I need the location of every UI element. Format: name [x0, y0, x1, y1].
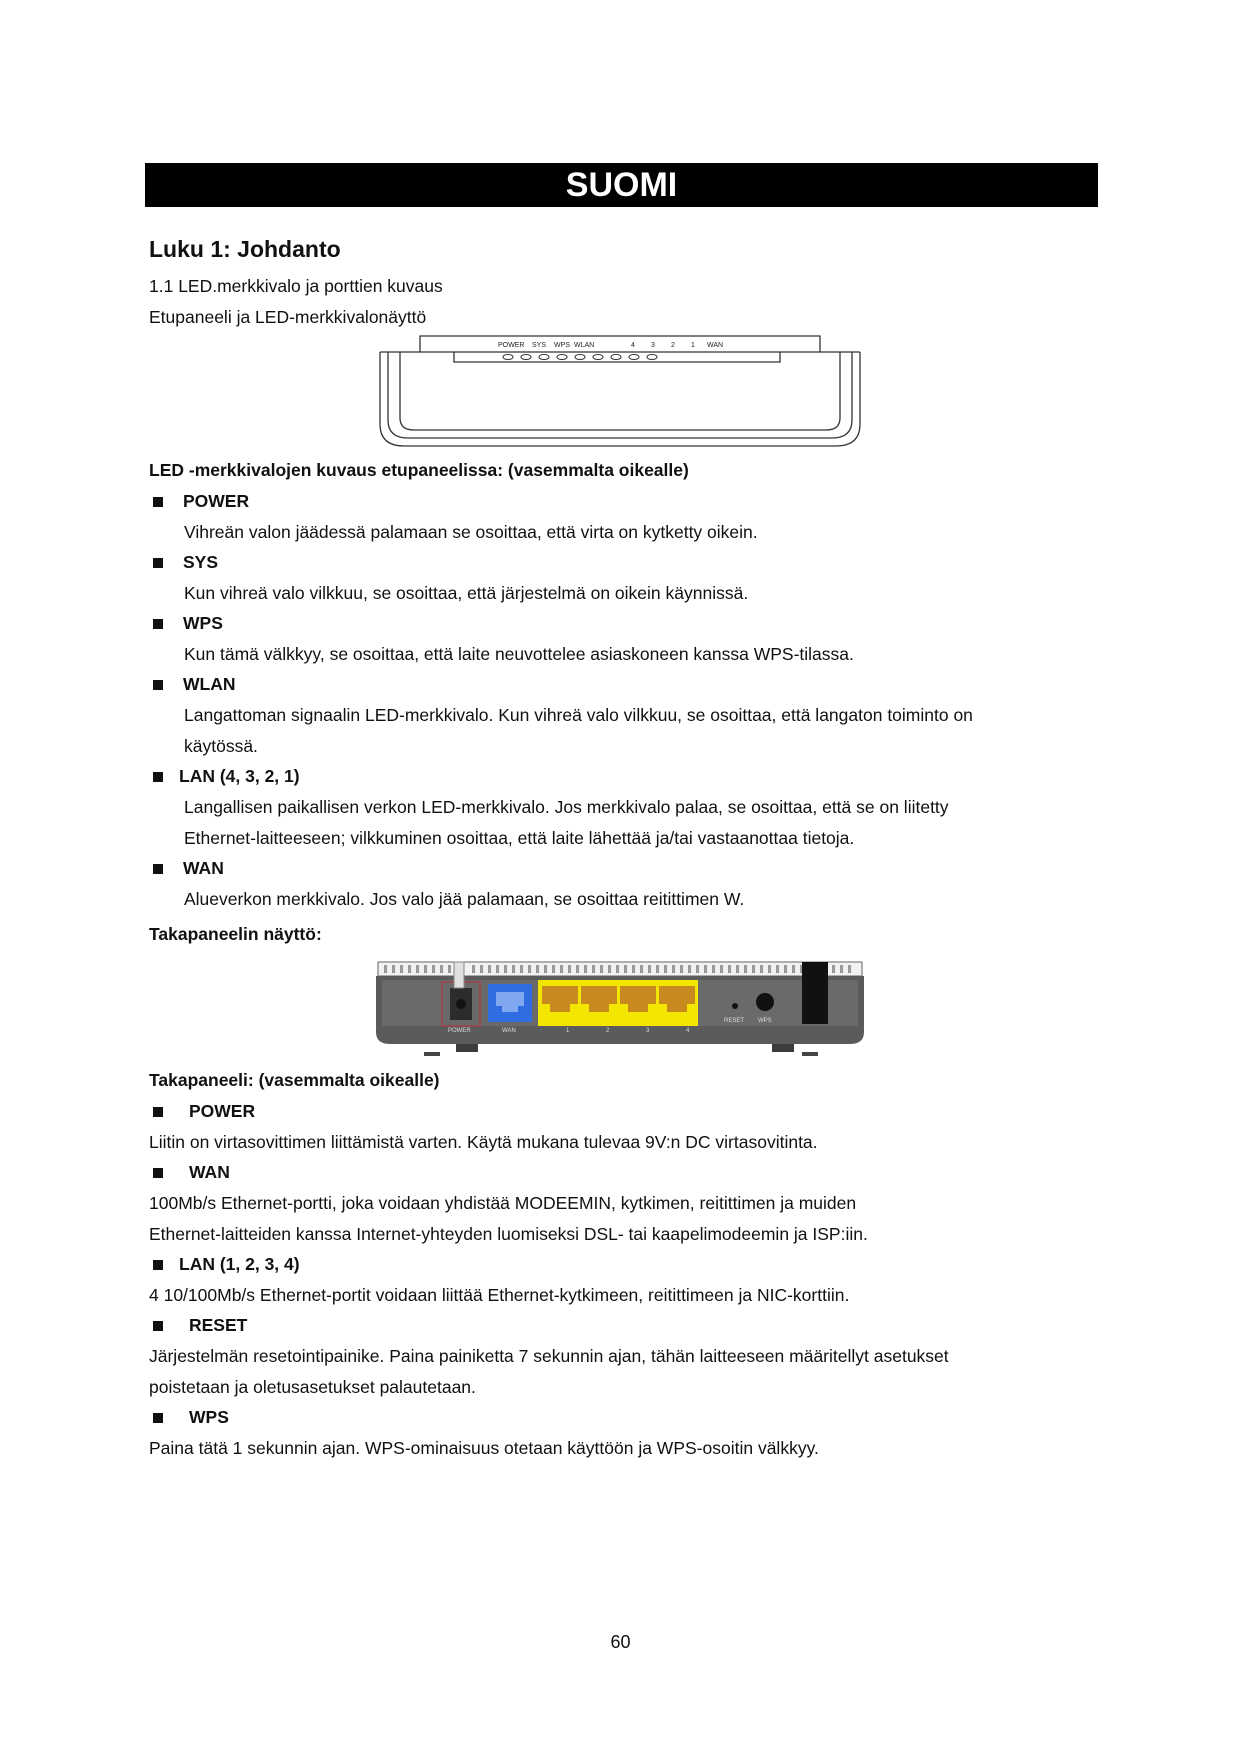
bullet-icon	[153, 1413, 163, 1423]
vent-slot	[624, 965, 627, 973]
chapter-title: Luku 1: Johdanto	[149, 236, 341, 262]
vent-slot	[776, 965, 779, 973]
vent-slot	[792, 965, 795, 973]
rear-label-1: 1	[566, 1028, 570, 1034]
front-led-8	[647, 355, 657, 360]
vent-slot	[728, 965, 731, 973]
language-banner: SUOMI	[145, 163, 1098, 207]
front-led-0	[503, 355, 513, 360]
front-label-sys: SYS	[532, 342, 547, 349]
rear-desc-wan-2: Ethernet-laitteiden kanssa Internet-yhteyden luomiseksi DSL- tai kaapelimodeemin ja ISP:iin.	[149, 1224, 868, 1244]
vent-slot	[712, 965, 715, 973]
led-desc-lan-1: Langallisen paikallisen verkon LED-merkkivalo. Jos merkkivalo palaa, se osoittaa, että se on liitetty	[184, 797, 949, 817]
vent-slot	[536, 965, 539, 973]
led-item-wan: WAN	[153, 858, 224, 879]
front-panel-figure	[374, 334, 866, 450]
rear-item-power: POWER	[153, 1101, 255, 1122]
rear-heading: Takapaneelin näyttö:	[149, 924, 322, 944]
rear-label-4: 4	[686, 1028, 690, 1034]
vent-slot	[736, 965, 739, 973]
vent-slot	[448, 965, 451, 973]
front-label-2: 2	[671, 342, 675, 349]
rear-item-lan: LAN (1, 2, 3, 4)	[153, 1254, 300, 1275]
led-item-power: POWER	[153, 491, 249, 512]
vent-slot	[640, 965, 643, 973]
section-title: 1.1 LED.merkkivalo ja porttien kuvaus	[149, 276, 443, 296]
vent-slot	[744, 965, 747, 973]
vent-slot	[720, 965, 723, 973]
vent-slot	[504, 965, 507, 973]
led-desc-wlan-1: Langattoman signaalin LED-merkkivalo. Kun vihreä valo vilkkuu, se osoittaa, että langaton toiminto on	[184, 705, 973, 725]
vent-slot	[400, 965, 403, 973]
rear-desc-power: Liitin on virtasovittimen liittämistä varten. Käytä mukana tulevaa 9V:n DC virtasovitinta.	[149, 1132, 818, 1152]
vent-slot	[416, 965, 419, 973]
vent-slot	[840, 965, 843, 973]
vent-slot	[584, 965, 587, 973]
rear-label-reset: RESET	[724, 1018, 745, 1024]
front-led-3	[557, 355, 567, 360]
rear-desc-reset-2: poistetaan ja oletusasetukset palautetaan.	[149, 1377, 476, 1397]
vent-slot	[768, 965, 771, 973]
rear-desc-reset-1: Järjestelmän resetointipainike. Paina painiketta 7 sekunnin ajan, tähän laitteeseen määritellyt asetukset	[149, 1346, 949, 1366]
vent-slot	[560, 965, 563, 973]
vent-slot	[848, 965, 851, 973]
vent-slot	[672, 965, 675, 973]
vent-slot	[384, 965, 387, 973]
vent-slot	[608, 965, 611, 973]
bullet-icon	[153, 1321, 163, 1331]
rear-item-wps: WPS	[153, 1407, 229, 1428]
rear-item-wan: WAN	[153, 1162, 230, 1183]
front-led-4	[575, 355, 585, 360]
front-label-3: 3	[651, 342, 655, 349]
bullet-icon	[153, 864, 163, 874]
vent-slot	[616, 965, 619, 973]
rear-item-reset: RESET	[153, 1315, 247, 1336]
led-item-sys: SYS	[153, 552, 218, 573]
front-led-6	[611, 355, 621, 360]
bullet-icon	[153, 1168, 163, 1178]
front-led-5	[593, 355, 603, 360]
bullet-icon	[153, 1107, 163, 1117]
bullet-icon	[153, 558, 163, 568]
front-led-2	[539, 355, 549, 360]
vent-slot	[440, 965, 443, 973]
vent-slot	[760, 965, 763, 973]
front-label-power: POWER	[498, 342, 525, 349]
front-panel-caption: Etupaneeli ja LED-merkkivalonäyttö	[149, 307, 427, 327]
front-label-wan: WAN	[707, 342, 724, 349]
vent-slot	[520, 965, 523, 973]
front-led-7	[629, 355, 639, 360]
rear-list-heading: Takapaneeli: (vasemmalta oikealle)	[149, 1070, 440, 1090]
vent-slot	[528, 965, 531, 973]
led-item-lan: LAN (4, 3, 2, 1)	[153, 766, 300, 787]
led-desc-power: Vihreän valon jäädessä palamaan se osoittaa, että virta on kytketty oikein.	[184, 522, 758, 542]
front-label-wps: WPS	[554, 342, 570, 349]
vent-slot	[600, 965, 603, 973]
led-desc-wan: Alueverkon merkkivalo. Jos valo jää palamaan, se osoittaa reitittimen W.	[184, 889, 745, 909]
rear-desc-lan: 4 10/100Mb/s Ethernet-portit voidaan liittää Ethernet-kytkimeen, reitittimeen ja NIC-korttiin.	[149, 1285, 850, 1305]
rear-label-power: POWER	[448, 1028, 471, 1034]
vent-slot	[472, 965, 475, 973]
vent-slot	[576, 965, 579, 973]
led-item-wlan: WLAN	[153, 674, 235, 695]
rear-desc-wan-1: 100Mb/s Ethernet-portti, joka voidaan yhdistää MODEEMIN, kytkimen, reitittimen ja muiden	[149, 1193, 857, 1213]
page-number: 60	[610, 1632, 631, 1652]
vent-slot	[544, 965, 547, 973]
vent-slot	[752, 965, 755, 973]
vent-slot	[784, 965, 787, 973]
bullet-icon	[153, 680, 163, 690]
rear-desc-wps: Paina tätä 1 sekunnin ajan. WPS-ominaisuus otetaan käyttöön ja WPS-osoitin välkkyy.	[149, 1438, 819, 1458]
vent-slot	[664, 965, 667, 973]
vent-slot	[696, 965, 699, 973]
led-desc-lan-2: Ethernet-laitteeseen; vilkkuminen osoittaa, että laite lähettää ja/tai vastaanottaa tietoja.	[184, 828, 855, 848]
vent-slot	[704, 965, 707, 973]
vent-slot	[680, 965, 683, 973]
led-desc-sys: Kun vihreä valo vilkkuu, se osoittaa, että järjestelmä on oikein käynnissä.	[184, 583, 749, 603]
vent-slot	[688, 965, 691, 973]
vent-slot	[488, 965, 491, 973]
led-desc-wps: Kun tämä välkkyy, se osoittaa, että laite neuvottelee asiaskoneen kanssa WPS-tilassa.	[184, 644, 854, 664]
vent-slot	[568, 965, 571, 973]
vent-slot	[832, 965, 835, 973]
led-item-wps: WPS	[153, 613, 223, 634]
bullet-icon	[153, 772, 163, 782]
bullet-icon	[153, 497, 163, 507]
vent-slot	[432, 965, 435, 973]
vent-slot	[496, 965, 499, 973]
vent-slot	[424, 965, 427, 973]
rear-label-2: 2	[606, 1028, 610, 1034]
rear-panel-figure	[372, 958, 868, 1056]
vent-slot	[592, 965, 595, 973]
vent-slot	[632, 965, 635, 973]
front-led-1	[521, 355, 531, 360]
front-label-4: 4	[631, 342, 635, 349]
vent-slot	[648, 965, 651, 973]
led-heading: LED -merkkivalojen kuvaus etupaneelissa: (vasemmalta oikealle)	[149, 460, 689, 480]
front-label-wlan: WLAN	[574, 342, 595, 349]
bullet-icon	[153, 1260, 163, 1270]
rear-label-wan: WAN	[502, 1028, 516, 1034]
rear-label-3: 3	[646, 1028, 650, 1034]
led-desc-wlan-2: käytössä.	[184, 736, 258, 756]
vent-slot	[512, 965, 515, 973]
rear-label-wps: WPS	[758, 1018, 772, 1024]
vent-slot	[656, 965, 659, 973]
vent-slot	[552, 965, 555, 973]
vent-slot	[392, 965, 395, 973]
vent-slot	[408, 965, 411, 973]
vent-slot	[480, 965, 483, 973]
front-label-1: 1	[691, 342, 695, 349]
bullet-icon	[153, 619, 163, 629]
